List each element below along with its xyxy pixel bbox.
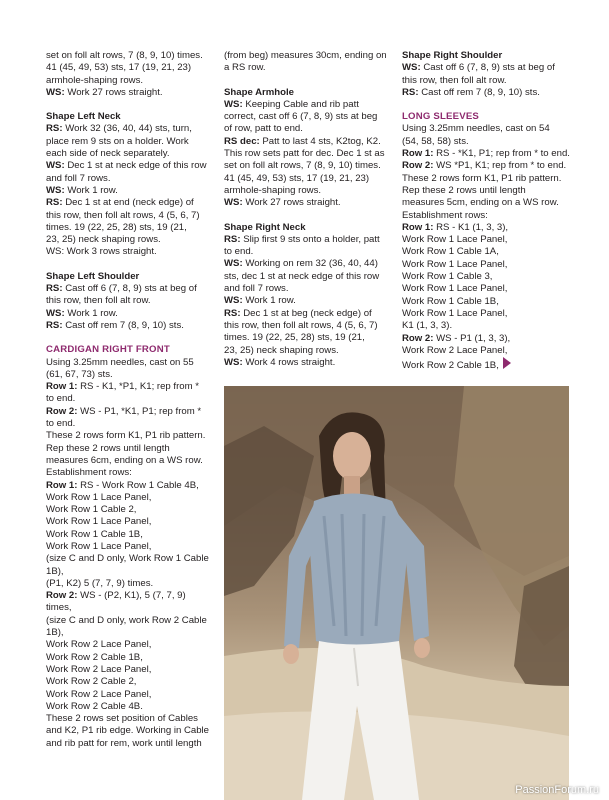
instruction-line: Work Row 2 Lace Panel, [402, 344, 508, 356]
instruction-line: (54, 58, 58) sts. [402, 135, 469, 147]
instruction-line: Work Row 1 Cable 2, [46, 504, 137, 516]
instruction-text: Work 27 rows straight. [64, 86, 163, 98]
instruction-line: this row, then foll alt row. [402, 74, 507, 86]
rs-label: RS: [224, 233, 241, 245]
instruction-line [46, 283, 218, 295]
instruction-line: WS: Work 3 rows straight. [46, 246, 157, 258]
instruction-text: WS - P1, *K1, P1; rep from * [77, 405, 202, 417]
instruction-line: and foll 7 rows. [46, 172, 111, 184]
instruction-line: These 2 rows form K1, P1 rib pattern. [46, 430, 206, 442]
instruction-text: WS *P1, K1; rep from * to end. [433, 160, 567, 172]
instruction-line: Work Row 1 Lace Panel, [402, 283, 508, 295]
instruction-line [46, 320, 218, 332]
instruction-line: K1 (1, 3, 3). [402, 320, 453, 332]
model-photo [224, 386, 569, 800]
instruction-line [402, 222, 572, 234]
rs-label: RS: [46, 123, 63, 135]
instruction-line [46, 197, 218, 209]
section-heading-long-sleeves: LONG SLEEVES [402, 111, 480, 123]
instruction-line: Work Row 1 Lace Panel, [402, 234, 508, 246]
instruction-line [224, 197, 394, 209]
instruction-line: 1B), [46, 565, 64, 577]
instruction-text: Cast off 6 (7, 8, 9) sts at beg of [420, 62, 555, 74]
ws-label: WS: [224, 258, 243, 270]
instruction-text: Cast off 6 (7, 8, 9) sts at beg of [62, 283, 197, 295]
section-heading-cardigan-right-front: CARDIGAN RIGHT FRONT [46, 344, 170, 356]
row-label: Row 1: [46, 479, 78, 491]
instruction-text: Work 1 row. [64, 184, 118, 196]
instruction-text: Cast off rem 7 (8, 9, 10) sts. [62, 319, 184, 331]
instruction-line: Rep these 2 rows until length [46, 442, 170, 454]
instruction-line: 23, 25) neck shaping rows. [224, 344, 339, 356]
instruction-line: Establishment rows: [46, 467, 132, 479]
instruction-line: Work Row 1 Cable 1B, [46, 528, 143, 540]
instruction-line [402, 160, 572, 172]
instruction-line [402, 357, 572, 372]
watermark: PassionForum.ru [515, 784, 599, 796]
instruction-line [402, 148, 572, 160]
instruction-line: These 2 rows form K1, P1 rib pattern. [402, 172, 562, 184]
instruction-line: sts, dec 1 st at neck edge of this row [224, 270, 380, 282]
instruction-line: This row sets patt for dec. Dec 1 st as [224, 148, 385, 160]
rs-label: RS: [46, 319, 63, 331]
intro-line: armhole-shaping rows. [46, 74, 144, 86]
instruction-line [224, 136, 394, 148]
section-heading-left-neck: Shape Left Neck [46, 111, 121, 123]
instruction-line [402, 62, 572, 74]
instruction-line: Using 3.25mm needles, cast on 55 [46, 356, 194, 368]
instruction-line: These 2 rows set position of Cables [46, 713, 198, 725]
instruction-line: Work Row 1 Lace Panel, [402, 307, 508, 319]
ws-label: WS: [224, 295, 243, 307]
instruction-line: and K2, P1 rib edge. Working in Cable [46, 725, 210, 737]
instruction-line: Work Row 1 Lace Panel, [46, 516, 152, 528]
instruction-line: and rib patt for rem, work until length [46, 737, 202, 749]
instruction-line: measures 5cm, ending on a WS row. [402, 197, 559, 209]
instruction-text: Patt to last 4 sts, K2tog, K2. [259, 135, 381, 147]
intro-line: (from beg) measures 30cm, ending on [224, 50, 387, 61]
instruction-line [224, 234, 394, 246]
section-heading-right-shoulder: Shape Right Shoulder [402, 50, 503, 61]
ws-label: WS: [46, 184, 65, 196]
instruction-text: WS - P1 (1, 3, 3), [433, 332, 511, 344]
instruction-line: set on foll alt rows, 7 (8, 9, 10) times. [224, 160, 381, 172]
intro-line: a RS row. [224, 62, 266, 74]
instruction-line: (P1, K2) 5 (7, 7, 9) times. [46, 577, 154, 589]
instruction-line: Work Row 1 Cable 1B, [402, 295, 499, 307]
instruction-text: Dec 1 st at neck edge of this row [64, 160, 207, 172]
instruction-line: this row, then foll alt rows, 4 (5, 6, 7) [224, 319, 378, 331]
instruction-line: Rep these 2 rows until length [402, 184, 526, 196]
instruction-text: Dec 1 st at end (neck edge) of [62, 197, 194, 209]
intro-line: set on foll alt rows, 7 (8, 9, 10) times. [46, 50, 203, 61]
rs-dec-label: RS dec: [224, 135, 260, 147]
instruction-line: times, [46, 602, 72, 614]
beach-scene-illustration [224, 386, 569, 800]
instruction-line [46, 406, 218, 418]
instruction-line: Work Row 1 Lace Panel, [402, 258, 508, 270]
instruction-line: each side of neck separately. [46, 148, 170, 160]
rs-label: RS: [224, 307, 241, 319]
instruction-line: Work Row 1 Cable 1A, [402, 246, 499, 258]
instruction-line: Using 3.25mm needles, cast on 54 [402, 123, 550, 135]
ws-label: WS: [46, 307, 65, 319]
row-label: Row 2: [46, 590, 78, 602]
instruction-line: Work Row 2 Lace Panel, [46, 639, 152, 651]
instruction-text: Work 32 (36, 40, 44) sts, turn, [62, 123, 192, 135]
instruction-line: times. 19 (22, 25, 28) sts, 19 (21, [46, 221, 187, 233]
instruction-line: armhole-shaping rows. [224, 184, 322, 196]
instruction-line [224, 258, 394, 270]
instruction-line: Work Row 2 Lace Panel, [46, 663, 152, 675]
instruction-line [224, 99, 394, 111]
instruction-line: Work Row 2 Cable 2, [46, 676, 137, 688]
row-label: Row 1: [402, 221, 434, 233]
instruction-line [46, 480, 218, 492]
instruction-line [46, 87, 218, 99]
instruction-text: Dec 1 st at beg (neck edge) of [240, 307, 372, 319]
instruction-line: (size C and D only, Work Row 1 Cable [46, 553, 209, 565]
instruction-line [402, 333, 572, 345]
ws-label: WS: [224, 356, 243, 368]
rs-label: RS: [46, 197, 63, 209]
instruction-line [46, 185, 218, 197]
instruction-line: 41 (45, 49, 53) sts, 17 (19, 21, 23) [224, 172, 370, 184]
instruction-line: measures 6cm, ending on a WS row. [46, 454, 203, 466]
instruction-text: WS - (P2, K1), 5 (7, 7, 9) [77, 590, 186, 602]
instruction-line: Establishment rows: [402, 209, 488, 221]
instruction-line: place rem 9 sts on a holder. Work [46, 135, 189, 147]
instruction-line: and foll 7 rows. [224, 283, 289, 295]
column-1 [46, 50, 218, 750]
instruction-line: times. 19 (22, 25, 28) sts, 19 (21, [224, 332, 365, 344]
continue-arrow-icon [503, 357, 511, 369]
intro-line: 41 (45, 49, 53) sts, 17 (19, 21, 23) [46, 62, 192, 74]
instruction-text: RS - *K1, P1; rep from * to end. [433, 148, 570, 160]
ws-label: WS: [224, 98, 243, 110]
row-label: Row 2: [46, 405, 78, 417]
instruction-line: Work Row 1 Lace Panel, [46, 491, 152, 503]
instruction-line: this row, then foll alt rows, 4 (5, 6, 7) [46, 209, 200, 221]
ws-label: WS: [46, 160, 65, 172]
instruction-text: Work 27 rows straight. [242, 197, 341, 209]
section-heading-armhole: Shape Armhole [224, 86, 295, 98]
instruction-text: Work 1 row. [64, 307, 118, 319]
instruction-text: Slip first 9 sts onto a holder, patt [240, 233, 380, 245]
instruction-line: 23, 25) neck shaping rows. [46, 234, 161, 246]
instruction-line: Work Row 1 Lace Panel, [46, 540, 152, 552]
instruction-text: Work 4 rows straight. [242, 356, 336, 368]
instruction-text: Keeping Cable and rib patt [242, 98, 359, 110]
instruction-line [224, 308, 394, 320]
instruction-line: to end. [224, 246, 254, 258]
rs-label: RS: [402, 86, 419, 98]
column-3 [402, 50, 572, 372]
instruction-line [224, 295, 394, 307]
instruction-text: RS - K1 (1, 3, 3), [433, 221, 509, 233]
row-label: Row 2: [402, 160, 434, 172]
instruction-line: correct, cast off 6 (7, 8, 9) sts at beg [224, 111, 378, 123]
instruction-line: Work Row 2 Cable 1B, [46, 651, 143, 663]
instruction-text: RS - Work Row 1 Cable 4B, [77, 479, 199, 491]
instruction-line: to end. [46, 393, 76, 405]
instruction-text: Work 1 row. [242, 295, 296, 307]
row-label: Row 1: [46, 381, 78, 393]
instruction-line [46, 381, 218, 393]
instruction-line: 1B), [46, 627, 64, 639]
instruction-line [46, 308, 218, 320]
instruction-line: of row, patt to end. [224, 123, 303, 135]
rs-label: RS: [46, 283, 63, 295]
instruction-line [46, 590, 218, 602]
row-label: Row 2: [402, 332, 434, 344]
instruction-line [46, 123, 218, 135]
instruction-line [46, 160, 218, 172]
column-2 [224, 50, 394, 369]
instruction-line: Work Row 2 Lace Panel, [46, 688, 152, 700]
instruction-line: to end. [46, 418, 76, 430]
instruction-line: (size C and D only, work Row 2 Cable [46, 614, 207, 626]
ws-label: WS: [46, 86, 65, 98]
instruction-text: Cast off rem 7 (8, 9, 10) sts. [418, 86, 540, 98]
instruction-line [402, 87, 572, 99]
row-label: Row 1: [402, 148, 434, 160]
instruction-line: (61, 67, 73) sts. [46, 368, 113, 380]
instruction-line: this row, then foll alt row. [46, 295, 151, 307]
ws-label: WS: [224, 197, 243, 209]
instruction-text: Working on rem 32 (36, 40, 44) [242, 258, 378, 270]
instruction-text: RS - K1, *P1, K1; rep from * [77, 381, 200, 393]
ws-label: WS: [402, 62, 421, 74]
instruction-text: Work Row 2 Cable 1B, [402, 360, 499, 372]
instruction-line [224, 357, 394, 369]
section-heading-right-neck: Shape Right Neck [224, 221, 306, 233]
instruction-line: Work Row 2 Cable 4B. [46, 700, 143, 712]
section-heading-left-shoulder: Shape Left Shoulder [46, 270, 140, 282]
instruction-line: Work Row 1 Cable 3, [402, 271, 493, 283]
